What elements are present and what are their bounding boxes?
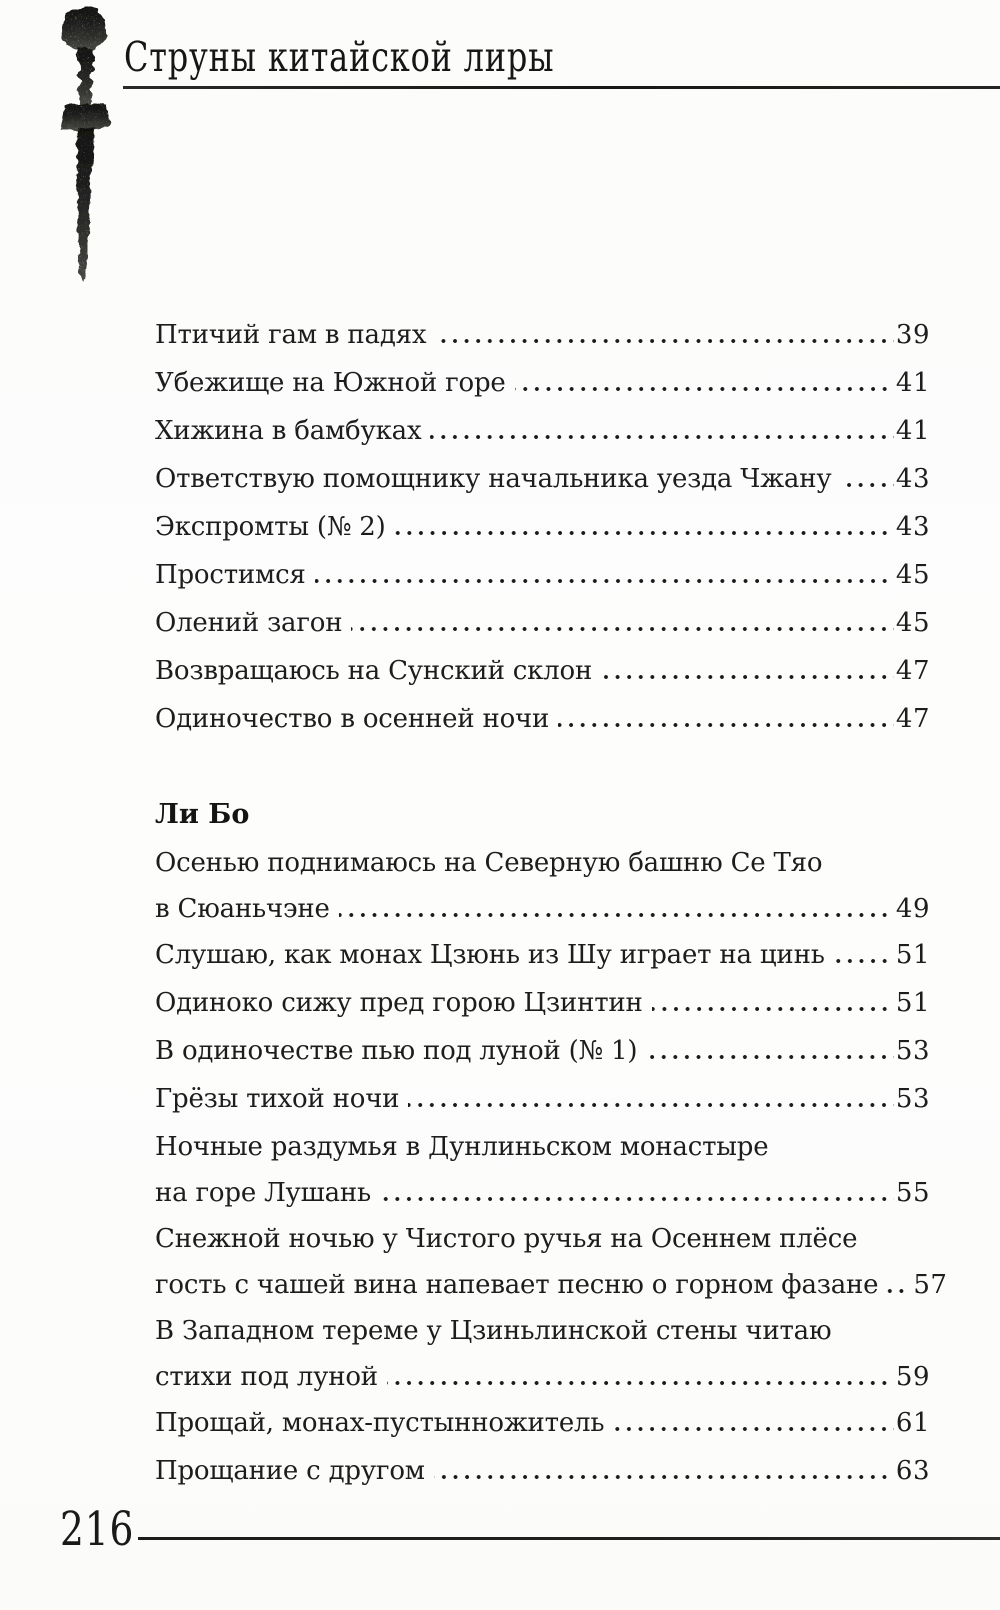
toc-entry-page-number: 45 bbox=[895, 560, 930, 590]
toc-entry-line bbox=[155, 1215, 930, 1263]
toc-entry-title: Грёзы тихой ночи bbox=[155, 1084, 400, 1114]
toc-entry bbox=[155, 1307, 930, 1399]
toc-entry-line bbox=[155, 931, 930, 979]
dot-leader bbox=[840, 483, 893, 487]
header-rule bbox=[123, 86, 1000, 89]
dot-leader bbox=[834, 959, 894, 963]
page-number-folio: 216 bbox=[60, 1502, 135, 1557]
running-head-book-title: Струны китайской лиры bbox=[124, 33, 555, 81]
toc-entry-page-number: 55 bbox=[895, 1178, 930, 1208]
toc-entry-title: Одиноко сижу пред горою Цзинтин bbox=[155, 988, 643, 1018]
toc-entry-title: Экспромты (№ 2) bbox=[155, 512, 386, 542]
dot-leader bbox=[646, 1055, 894, 1059]
toc-entry bbox=[155, 407, 930, 455]
toc-entry-title: в Сюаньчэне bbox=[155, 894, 330, 924]
toc-entry-title: Убежище на Южной горе bbox=[155, 368, 506, 398]
dot-leader bbox=[613, 1427, 894, 1431]
toc-entry-title: Возвращаюсь на Сунский склон bbox=[155, 656, 593, 686]
toc-entry-page-number: 53 bbox=[895, 1036, 930, 1066]
toc-entry-title: Птичий гам в падях bbox=[155, 320, 427, 350]
toc-entry-page-number: 63 bbox=[895, 1456, 930, 1486]
toc-entry-page-number: 47 bbox=[895, 656, 930, 686]
dot-leader bbox=[652, 1007, 894, 1011]
dot-leader bbox=[601, 675, 894, 679]
toc-entry-title: Хижина в бамбуках bbox=[155, 416, 422, 446]
toc-entry bbox=[155, 839, 930, 931]
toc-entry-line bbox=[155, 1075, 930, 1123]
toc-entry-line bbox=[155, 1123, 930, 1171]
dot-leader bbox=[387, 1381, 894, 1385]
toc-section-heading: Ли Бо bbox=[155, 799, 250, 830]
toc-entry-title: стихи под луной bbox=[155, 1362, 378, 1392]
toc-entry bbox=[155, 1447, 930, 1495]
toc-entry-title: В Западном тереме у Цзиньлинской стены читаю bbox=[155, 1316, 832, 1346]
dot-leader bbox=[351, 627, 894, 631]
toc-entry-page-number: 43 bbox=[895, 512, 930, 542]
toc-entry-title: Одиночество в осенней ночи bbox=[155, 704, 550, 734]
toc-entry bbox=[155, 695, 930, 743]
toc-entry bbox=[155, 311, 930, 359]
toc-entry-title: Прощание с другом bbox=[155, 1456, 425, 1486]
toc-entry-line bbox=[155, 1399, 930, 1447]
toc-entry-page-number: 57 bbox=[913, 1270, 948, 1300]
toc-entry-line bbox=[155, 1263, 948, 1307]
dot-leader bbox=[408, 1103, 894, 1107]
toc-entry-page-number: 47 bbox=[895, 704, 930, 734]
toc bbox=[155, 311, 948, 1495]
toc-entry-page-number: 49 bbox=[895, 894, 930, 924]
toc-entry-line bbox=[155, 551, 930, 599]
toc-entry bbox=[155, 1399, 930, 1447]
toc-entry-line bbox=[155, 1447, 930, 1495]
toc-entry bbox=[155, 455, 930, 503]
toc-entry-title: Ночные раздумья в Дунлиньском монастыре bbox=[155, 1132, 769, 1162]
dot-leader bbox=[339, 913, 894, 917]
toc-entry-title: на горе Лушань bbox=[155, 1178, 372, 1208]
toc-entry-line bbox=[155, 311, 930, 359]
toc-entry bbox=[155, 1123, 930, 1215]
toc-entry-page-number: 41 bbox=[895, 368, 930, 398]
toc-entry-title: Слушаю, как монах Цзюнь из Шу играет на цинь bbox=[155, 940, 825, 970]
toc-entry-line bbox=[155, 1355, 930, 1399]
dot-leader bbox=[434, 1475, 894, 1479]
dot-leader bbox=[558, 723, 894, 727]
toc-entry-title: В одиночестве пью под луной (№ 1) bbox=[155, 1036, 638, 1066]
toc-entry-page-number: 53 bbox=[895, 1084, 930, 1114]
toc-entry bbox=[155, 599, 930, 647]
toc-entry bbox=[155, 503, 930, 551]
toc-entry-page-number: 39 bbox=[895, 320, 930, 350]
toc-entry-page-number: 61 bbox=[895, 1408, 930, 1438]
toc-entry-page-number: 51 bbox=[895, 988, 930, 1018]
toc-entry-page-number: 59 bbox=[895, 1362, 930, 1392]
toc-entry-line bbox=[155, 359, 930, 407]
toc-entry bbox=[155, 979, 930, 1027]
dot-leader bbox=[315, 579, 894, 583]
toc-section bbox=[155, 311, 930, 743]
toc-entry bbox=[155, 1075, 930, 1123]
dot-leader bbox=[887, 1289, 911, 1293]
toc-entry-line bbox=[155, 503, 930, 551]
toc-entry-title: Олений загон bbox=[155, 608, 343, 638]
toc-entry-line bbox=[155, 455, 930, 503]
toc-entry bbox=[155, 359, 930, 407]
toc-entry-page-number: 41 bbox=[895, 416, 930, 446]
toc-entry-line bbox=[155, 599, 930, 647]
toc-entry bbox=[155, 551, 930, 599]
toc-entry-title: Осенью поднимаюсь на Северную башню Се Тяо bbox=[155, 848, 823, 878]
toc-entry-line bbox=[155, 647, 930, 695]
dot-leader bbox=[380, 1197, 894, 1201]
toc-entry-page-number: 51 bbox=[895, 940, 930, 970]
toc-section bbox=[155, 791, 948, 1495]
toc-entry-line bbox=[155, 839, 930, 887]
footer-rule bbox=[138, 1537, 1000, 1540]
toc-entry-line bbox=[155, 887, 930, 931]
toc-entry-title: гость с чашей вина напевает песню о горном фазане bbox=[155, 1270, 879, 1300]
toc-entry-page-number: 45 bbox=[895, 608, 930, 638]
toc-entry-line bbox=[155, 695, 930, 743]
toc-entry-line bbox=[155, 1171, 930, 1215]
sword-artifact-image bbox=[52, 3, 118, 291]
toc-entry-page-number: 43 bbox=[895, 464, 930, 494]
dot-leader bbox=[395, 531, 894, 535]
toc-entry-line bbox=[155, 1027, 930, 1075]
toc-entry-line bbox=[155, 979, 930, 1027]
dot-leader bbox=[435, 339, 894, 343]
toc-entry bbox=[155, 931, 930, 979]
toc-entry-title: Простимся bbox=[155, 560, 306, 590]
toc-entry-line bbox=[155, 407, 930, 455]
dot-leader bbox=[430, 435, 893, 439]
toc-entry bbox=[155, 1215, 948, 1307]
toc-entry bbox=[155, 1027, 930, 1075]
toc-entry-title: Прощай, монах-пустынножитель bbox=[155, 1408, 605, 1438]
toc-entry-line bbox=[155, 1307, 930, 1355]
toc-entry bbox=[155, 647, 930, 695]
toc-entry-title: Снежной ночью у Чистого ручья на Осеннем плёсе bbox=[155, 1224, 858, 1254]
toc-entry-title: Ответствую помощнику начальника уезда Чжану bbox=[155, 464, 832, 494]
dot-leader bbox=[515, 387, 894, 391]
